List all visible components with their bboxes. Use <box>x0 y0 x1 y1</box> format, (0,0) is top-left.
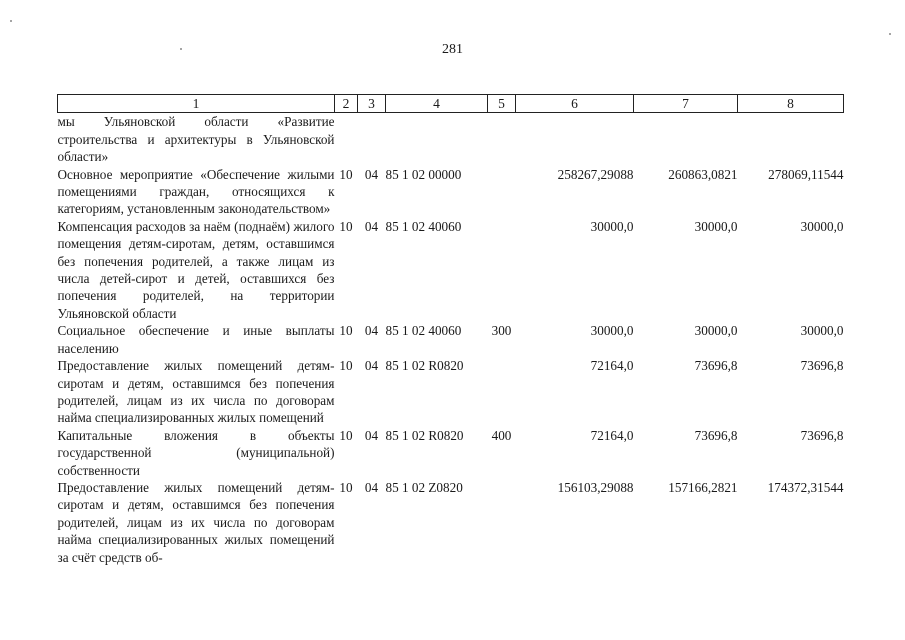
row-name: Предоставление жилых помещений детям-сиротам и детям, оставшимся без попечения родителей, лицам из их числа по договорам найма специализированных жилых помещений за счёт средств об- <box>57 479 335 565</box>
row-expense-type <box>488 479 516 566</box>
row-amount-col6: 72164,0 <box>590 427 634 443</box>
row-target-code: 85 1 02 00000 <box>385 166 462 182</box>
row-amount-col7: 260863,0821 <box>668 166 738 182</box>
row-subsection: 04 <box>364 479 379 495</box>
row-amount-col8: 73696,8 <box>800 427 844 443</box>
row-target-code: 85 1 02 R0820 <box>385 427 464 443</box>
row-amount-col8: 174372,31544 <box>767 479 844 495</box>
table-row <box>58 322 844 357</box>
row-expense-type: 300 <box>491 323 512 339</box>
header-col-1: 1 <box>58 95 335 113</box>
row-amount-col8: 278069,11544 <box>768 166 844 182</box>
row-subsection: 04 <box>364 427 379 443</box>
row-subsection: 04 <box>364 166 379 182</box>
table-row <box>58 479 844 566</box>
row-target-code: 85 1 02 Z0820 <box>385 479 463 495</box>
row-amount-col7: 30000,0 <box>694 218 738 234</box>
header-col-8: 8 <box>738 95 844 113</box>
table-row <box>58 427 844 479</box>
header-col-7: 7 <box>634 95 738 113</box>
row-section: 10 <box>339 479 353 495</box>
row-name: Компенсация расходов за наём (поднаём) жилого помещения детям-сиротам, детям, оставшимся без попечения родителей, а также лицам из числа детей-сирот и детей, оставшихся без попечения родителей, на территории Ульяновской области <box>57 218 335 321</box>
row-expense-type: 400 <box>491 427 512 443</box>
row-amount-col8: 73696,8 <box>800 358 844 374</box>
header-row <box>58 95 844 113</box>
row-name: Основное мероприятие «Обеспечение жилыми помещениями граждан, относящихся к категориям, установленным законодательством» <box>57 166 335 217</box>
row-expense-type <box>488 218 516 322</box>
header-col-5: 5 <box>488 95 516 113</box>
row-section: 10 <box>339 166 353 182</box>
row-amount-col7 <box>634 113 738 166</box>
scan-speck <box>180 48 182 50</box>
row-amount-col6 <box>516 113 634 166</box>
table-row <box>58 357 844 427</box>
row-amount-col7: 157166,2821 <box>668 479 738 495</box>
row-section: 10 <box>339 358 353 374</box>
row-section: 10 <box>339 427 353 443</box>
header-col-4: 4 <box>386 95 488 113</box>
row-amount-col7: 30000,0 <box>694 323 738 339</box>
row-amount-col8 <box>738 113 844 166</box>
row-amount-col6: 72164,0 <box>590 358 634 374</box>
table-row <box>58 218 844 322</box>
row-subsection: 04 <box>364 218 379 234</box>
row-name: мы Ульяновской области «Развитие строительства и архитектуры в Ульяновской области» <box>57 114 335 165</box>
table-row <box>58 166 844 218</box>
row-amount-col7: 73696,8 <box>694 358 738 374</box>
row-target-code <box>386 113 488 166</box>
row-expense-type <box>488 357 516 427</box>
row-target-code: 85 1 02 40060 <box>385 323 462 339</box>
row-expense-type <box>488 113 516 166</box>
row-amount-col8: 30000,0 <box>800 323 844 339</box>
row-section: 10 <box>339 323 353 339</box>
row-subsection: 04 <box>364 358 379 374</box>
row-subsection: 04 <box>364 323 379 339</box>
header-col-2: 2 <box>335 95 358 113</box>
scan-speck <box>889 33 891 35</box>
row-amount-col6: 30000,0 <box>590 323 634 339</box>
row-section: 10 <box>339 218 353 234</box>
header-col-3: 3 <box>358 95 386 113</box>
row-amount-col6: 258267,29088 <box>557 166 634 182</box>
row-subsection <box>358 113 386 166</box>
row-expense-type <box>488 166 516 218</box>
row-amount-col6: 30000,0 <box>590 218 634 234</box>
budget-table <box>57 94 844 566</box>
row-section <box>335 113 358 166</box>
row-amount-col7: 73696,8 <box>694 427 738 443</box>
row-name: Предоставление жилых помещений детям-сиротам и детям, оставшимся без попечения родителей, лицам из их числа по договорам найма специализированных жилых помещений <box>57 358 335 426</box>
row-amount-col6: 156103,29088 <box>557 479 634 495</box>
row-target-code: 85 1 02 R0820 <box>385 358 464 374</box>
header-col-6: 6 <box>516 95 634 113</box>
scan-speck <box>10 20 12 22</box>
row-amount-col8: 30000,0 <box>800 218 844 234</box>
page-number: 281 <box>442 42 463 57</box>
row-name: Социальное обеспечение и иные выплаты населению <box>57 323 335 356</box>
row-name: Капитальные вложения в объекты государственной (муниципальной) собственности <box>57 427 335 478</box>
table-row <box>58 113 844 166</box>
row-target-code: 85 1 02 40060 <box>385 218 462 234</box>
